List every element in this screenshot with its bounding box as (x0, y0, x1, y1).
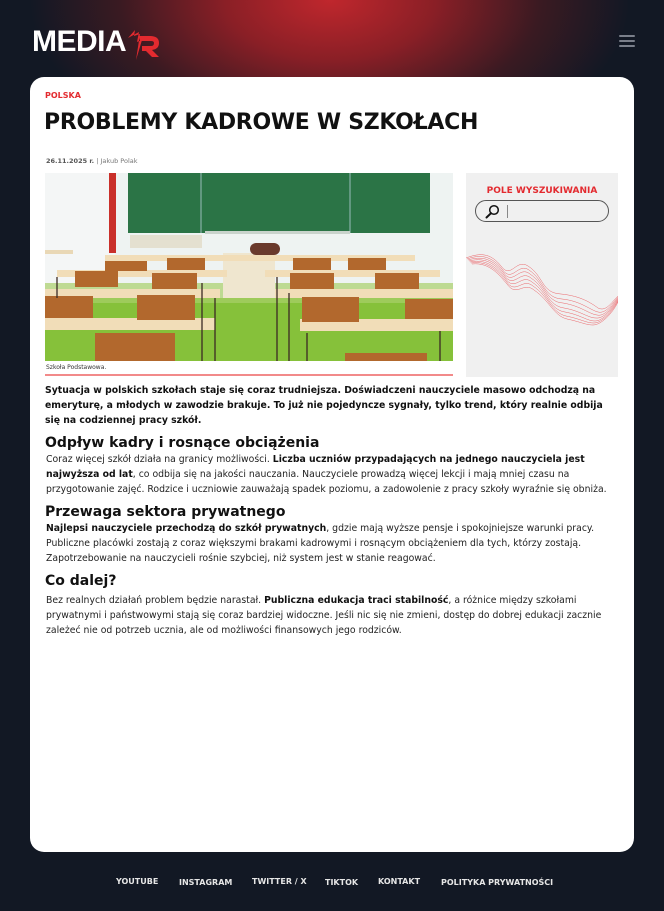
decorative-wave-graphic (466, 248, 618, 328)
site-header (0, 0, 664, 77)
footer-link-privacy-policy[interactable]: POLITYKA PRYWATNOŚCI (441, 878, 554, 887)
image-caption: Szkoła Podstawowa. (46, 364, 107, 371)
paragraph-bold-text: Publiczna edukacja traci stabilność (264, 595, 449, 606)
text-cursor (507, 205, 508, 218)
search-box[interactable] (475, 200, 609, 222)
meta-separator: | (96, 157, 99, 165)
article-category[interactable]: POLSKA (45, 91, 81, 100)
article-hero-image (45, 173, 453, 361)
article-author: Jakub Polak (100, 157, 138, 165)
paragraph-text: Coraz więcej szkół działa na granicy możliwości. (46, 454, 273, 465)
hamburger-icon-bar (619, 40, 635, 42)
hamburger-icon-bar (619, 35, 635, 37)
magnifier-icon[interactable] (485, 204, 500, 219)
logo-text: MEDIA (32, 25, 127, 58)
section-heading: Co dalej? (45, 573, 117, 589)
search-input[interactable] (510, 203, 602, 219)
site-logo[interactable] (32, 24, 160, 60)
footer-link-youtube[interactable]: YOUTUBE (116, 877, 159, 886)
search-label: POLE WYSZUKIWANIA (486, 186, 598, 196)
section-paragraph (45, 593, 620, 638)
section-paragraph (45, 452, 620, 497)
section-paragraph (45, 521, 620, 566)
search-sidebar (466, 173, 618, 377)
classroom-image (45, 173, 453, 361)
footer-link-instagram[interactable]: INSTAGRAM (179, 878, 233, 887)
paragraph-bold-text: Liczba uczniów przypadających na jednego nauczyciela jest najwyższa od lat (46, 454, 585, 480)
paragraph-text: Bez realnych działań problem będzie narastał. (46, 595, 265, 606)
paragraph-text: , gdzie mają wyższe pensje i spokojniejsze warunki pracy. Publiczne placówki zostają z coraz większymi brakami kadrowymi i rosnącym obciążeniem dla tych, którzy zostają. Zapotrzebowanie na nauczycieli rośnie szybciej, niż system jest w stanie reagować. (46, 523, 595, 564)
hamburger-icon-bar (619, 45, 635, 47)
logo-r-bolt-icon (126, 24, 160, 60)
section-heading: Odpływ kadry i rosnące obciążenia (45, 435, 320, 451)
article-title: PROBLEMY KADROWE W SZKOŁACH (44, 110, 479, 135)
hamburger-menu-button[interactable] (619, 35, 635, 47)
paragraph-bold-text: Najlepsi nauczyciele przechodzą do szkół prywatnych (46, 523, 327, 534)
article-card (30, 77, 634, 852)
paragraph-text: , co odbija się na jakości nauczania. Nauczyciele prowadzą więcej lekcji i mają mniej czasu na przygotowanie zajęć. Rodzice i uczniowie zauważają spadek poziomu, a zadowolenie z pracy szkoły wyraźnie się obniża. (46, 469, 607, 495)
article-lead: Sytuacja w polskich szkołach staje się coraz trudniejsza. Doświadczeni nauczyciele masowo odchodzą na emeryturę, a młodych w zawodzie brakuje. To już nie pojedyncze sygnały, tylko trend, który realnie odbija się na codziennej pracy szkół. (45, 385, 603, 426)
footer-link-twitter[interactable]: TWITTER / X (252, 877, 307, 886)
paragraph-text: , a różnice między szkołami prywatnymi i państwowymi stają się coraz bardziej widoczne. Jeśli nic się nie zmieni, dostęp do dobrej edukacji zacznie zależeć nie od potrzeb ucznia, ale od możliwości finansowych jego rodziców. (46, 595, 602, 636)
article-body (45, 383, 620, 638)
footer-link-kontakt[interactable]: KONTAKT (378, 877, 421, 886)
section-heading: Przewaga sektora prywatnego (45, 504, 286, 520)
article-date: 26.11.2025 r. (46, 157, 95, 165)
footer-link-tiktok[interactable]: TIKTOK (325, 878, 359, 887)
caption-divider (45, 374, 453, 376)
article-meta (46, 157, 138, 165)
site-footer (0, 870, 664, 900)
